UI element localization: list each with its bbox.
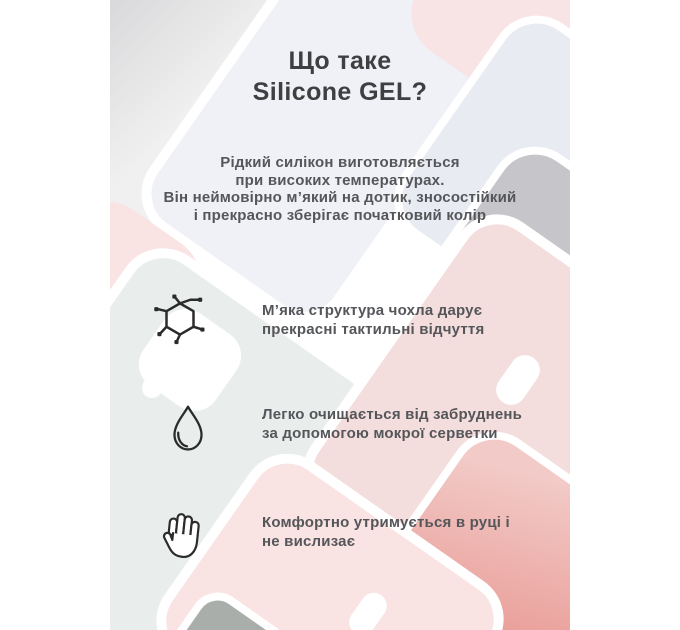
droplet-icon [167,402,209,454]
feature-line: М’яка структура чохла дарує [262,302,483,319]
feature-line: прекрасні тактильні відчуття [262,321,485,338]
intro-line: і прекрасно зберігає початковий колір [193,206,487,224]
feature-text-cleaning [262,405,552,443]
camera-cutout-dot [142,378,162,398]
molecule-icon [153,294,207,346]
feature-line: Комфортно утримується в руці і [262,514,510,531]
hand-icon [157,508,205,562]
feature-line: Легко очищається від забруднень [262,406,523,423]
feature-text-grip [262,513,552,551]
intro-line: при високих температурах. [235,171,445,189]
feature-line: за допомогою мокрої серветки [262,425,498,442]
intro-line: Рідкий силікон виготовляється [220,154,460,171]
feature-line: не вислизає [262,533,356,550]
intro-text [60,154,620,224]
title-line-1: Що таке [288,47,392,75]
intro-line: Він неймовірно м’який на дотик, зносостійкий [163,189,517,206]
page-title [0,46,680,108]
title-line-2: Silicone GEL? [252,78,428,106]
feature-text-structure [262,301,552,339]
